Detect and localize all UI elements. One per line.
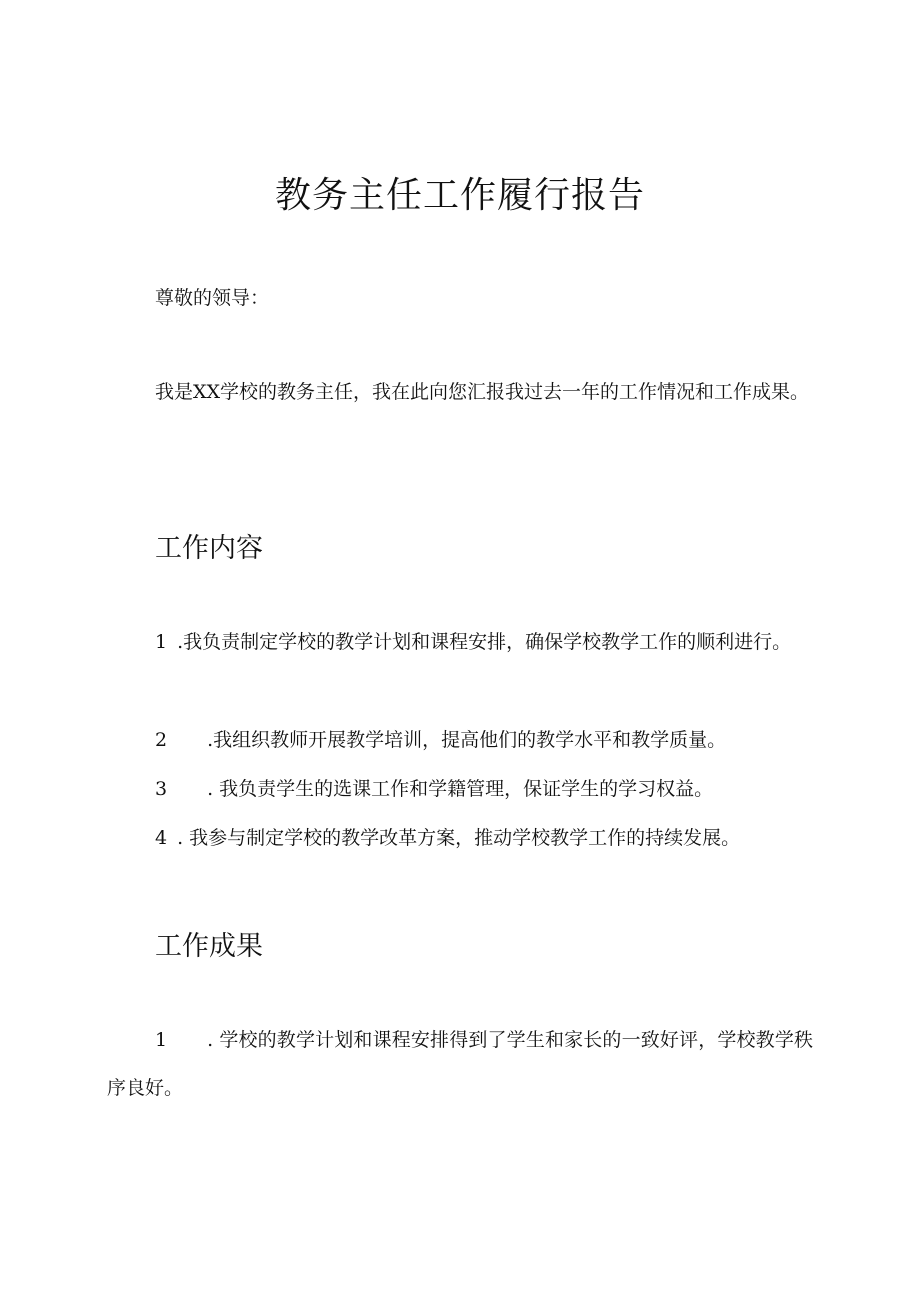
item-text: . 我参与制定学校的教学改革方案，推动学校教学工作的持续发展。 — [177, 827, 741, 849]
section-heading-work-results: 工作成果 — [155, 931, 263, 962]
item-text: .我负责制定学校的教学计划和课程安排，确保学校教学工作的顺利进行。 — [177, 631, 792, 653]
item-text: .我组织教师开展教学培训，提高他们的教学水平和教学质量。 — [207, 729, 727, 751]
item-number: 4 — [155, 827, 168, 849]
list-item — [155, 765, 713, 813]
item-number: 2 — [155, 729, 168, 751]
list-item — [107, 618, 813, 666]
list-item — [107, 1016, 813, 1112]
item-number: 3 — [155, 778, 168, 800]
item-number: 1 — [155, 631, 168, 653]
item-number: 1 — [155, 1029, 168, 1051]
list-item — [155, 716, 726, 764]
list-item — [155, 814, 740, 862]
document-title: 教务主任工作履行报告 — [274, 175, 645, 216]
item-text: . 学校的教学计划和课程安排得到了学生和家长的一致好评，学校教学秩序良好。 — [107, 1029, 813, 1099]
intro-paragraph: 我是XX学校的教务主任，我在此向您汇报我过去一年的工作情况和工作成果。 — [155, 381, 810, 403]
section-heading-work-content: 工作内容 — [155, 533, 263, 564]
salutation: 尊敬的领导： — [155, 287, 270, 309]
item-text: . 我负责学生的选课工作和学籍管理，保证学生的学习权益。 — [207, 778, 714, 800]
